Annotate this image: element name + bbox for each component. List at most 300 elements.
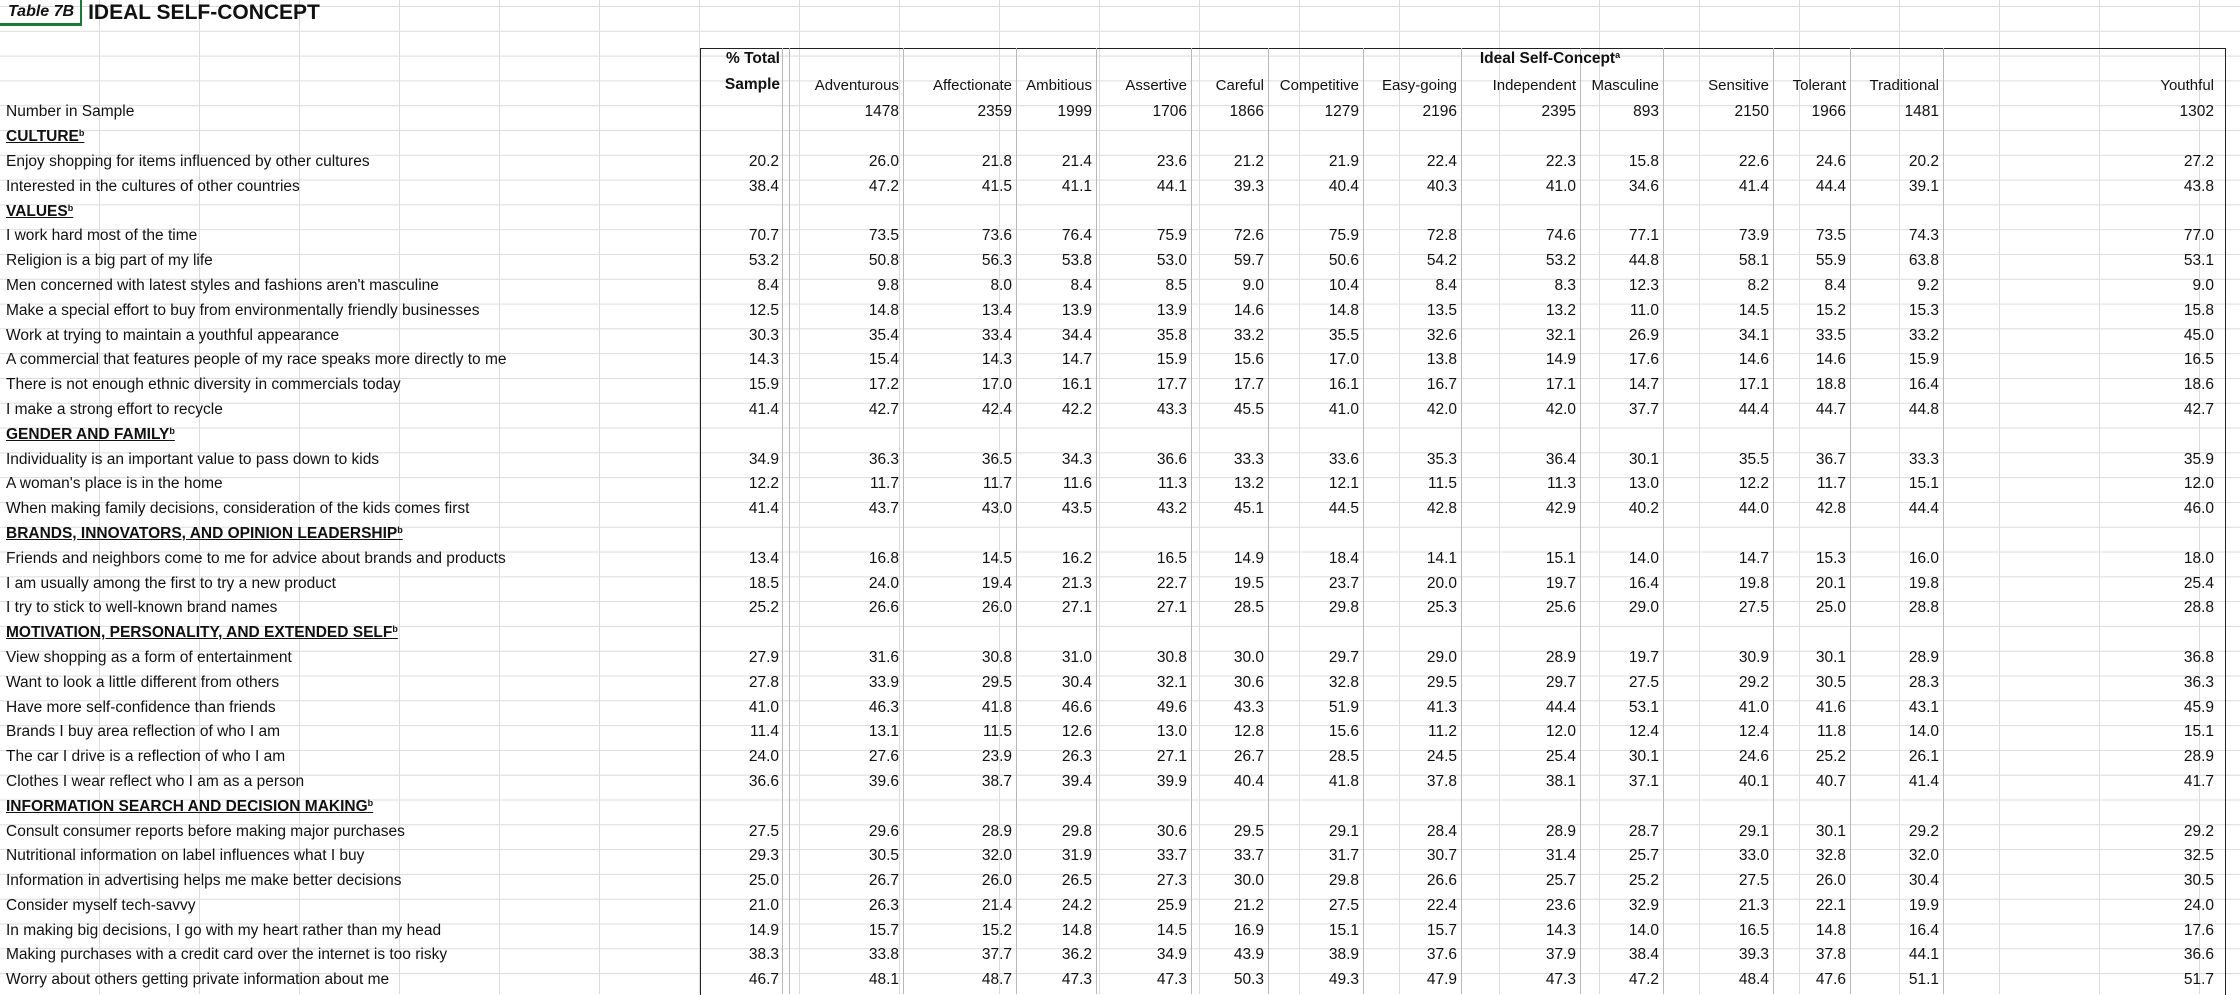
column-header[interactable]: Affectionate bbox=[933, 77, 1012, 94]
value-cell[interactable]: 14.1 bbox=[1426, 549, 1457, 567]
value-cell[interactable]: 26.3 bbox=[868, 896, 899, 914]
value-cell[interactable]: 41.5 bbox=[981, 177, 1012, 195]
value-cell[interactable]: 15.2 bbox=[1815, 301, 1846, 319]
value-cell[interactable]: 51.7 bbox=[2183, 971, 2214, 989]
value-cell[interactable]: 74.3 bbox=[1908, 227, 1939, 245]
value-cell[interactable]: 50.6 bbox=[1328, 252, 1359, 270]
value-cell[interactable]: 25.9 bbox=[1156, 896, 1187, 914]
value-cell[interactable]: 35.9 bbox=[2183, 450, 2214, 468]
total-sample-header-line2[interactable]: Sample bbox=[724, 76, 780, 93]
value-cell[interactable]: 45.0 bbox=[2183, 326, 2214, 344]
value-cell[interactable]: 38.7 bbox=[981, 772, 1012, 790]
value-cell[interactable]: 12.4 bbox=[1628, 723, 1659, 741]
row-label[interactable] bbox=[0, 298, 700, 323]
value-cell[interactable]: 15.8 bbox=[1628, 152, 1659, 170]
value-cell[interactable]: 48.4 bbox=[1738, 971, 1769, 989]
value-cell[interactable]: 30.6 bbox=[1156, 822, 1187, 840]
value-cell[interactable] bbox=[1850, 621, 1943, 646]
value-cell[interactable]: 21.3 bbox=[1061, 574, 1092, 592]
value-cell[interactable]: 27.1 bbox=[1156, 748, 1187, 766]
value-cell[interactable]: 34.3 bbox=[1061, 450, 1092, 468]
value-cell[interactable]: 38.1 bbox=[1545, 772, 1576, 790]
value-cell[interactable]: 17.1 bbox=[1545, 376, 1576, 394]
value-cell[interactable] bbox=[1191, 522, 1268, 547]
value-cell[interactable]: 2359 bbox=[977, 103, 1012, 121]
value-cell[interactable] bbox=[1268, 199, 1363, 224]
total-sample-cell[interactable] bbox=[700, 522, 783, 547]
value-cell[interactable]: 14.9 bbox=[1233, 549, 1264, 567]
value-cell[interactable]: 26.1 bbox=[1908, 748, 1939, 766]
value-cell[interactable] bbox=[1773, 199, 1850, 224]
column-header[interactable]: Masculine bbox=[1591, 77, 1659, 94]
value-cell[interactable] bbox=[1268, 621, 1363, 646]
value-cell[interactable]: 39.4 bbox=[1061, 772, 1092, 790]
value-cell[interactable]: 18.8 bbox=[1815, 376, 1846, 394]
value-cell[interactable]: 31.4 bbox=[1545, 847, 1576, 865]
value-cell[interactable]: 41.0 bbox=[1328, 400, 1359, 418]
value-cell[interactable]: 24.0 bbox=[868, 574, 899, 592]
total-sample-cell[interactable]: 25.2 bbox=[748, 599, 779, 617]
value-cell[interactable]: 29.5 bbox=[1426, 673, 1457, 691]
value-cell[interactable]: 32.1 bbox=[1545, 326, 1576, 344]
value-cell[interactable]: 47.3 bbox=[1545, 971, 1576, 989]
value-cell[interactable]: 42.4 bbox=[981, 400, 1012, 418]
value-cell[interactable] bbox=[1363, 199, 1461, 224]
section-label[interactable] bbox=[0, 621, 700, 646]
value-cell[interactable]: 27.1 bbox=[1156, 599, 1187, 617]
value-cell[interactable]: 43.5 bbox=[1061, 500, 1092, 518]
value-cell[interactable]: 44.4 bbox=[1908, 500, 1939, 518]
total-sample-cell[interactable]: 11.4 bbox=[749, 723, 779, 741]
value-cell[interactable]: 34.6 bbox=[1628, 177, 1659, 195]
value-cell[interactable]: 30.0 bbox=[1233, 648, 1264, 666]
value-cell[interactable] bbox=[1096, 199, 1191, 224]
total-sample-cell[interactable]: 13.4 bbox=[748, 549, 779, 567]
value-cell[interactable] bbox=[1461, 522, 1580, 547]
value-cell[interactable] bbox=[1773, 621, 1850, 646]
value-cell[interactable]: 26.9 bbox=[1628, 326, 1659, 344]
total-sample-cell[interactable]: 46.7 bbox=[748, 971, 779, 989]
value-cell[interactable]: 32.1 bbox=[1156, 673, 1187, 691]
value-cell[interactable]: 29.5 bbox=[981, 673, 1012, 691]
value-cell[interactable]: 42.0 bbox=[1545, 400, 1576, 418]
total-sample-cell[interactable]: 15.9 bbox=[748, 376, 779, 394]
value-cell[interactable]: 46.3 bbox=[868, 698, 899, 716]
value-cell[interactable] bbox=[783, 522, 903, 547]
total-sample-cell[interactable]: 70.7 bbox=[748, 227, 779, 245]
row-label[interactable] bbox=[0, 770, 700, 795]
value-cell[interactable]: 14.5 bbox=[981, 549, 1012, 567]
value-cell[interactable]: 44.1 bbox=[1908, 946, 1939, 964]
value-cell[interactable]: 29.8 bbox=[1328, 872, 1359, 890]
value-cell[interactable]: 26.0 bbox=[1815, 872, 1846, 890]
value-cell[interactable]: 14.6 bbox=[1738, 351, 1769, 369]
value-cell[interactable]: 30.0 bbox=[1233, 872, 1264, 890]
value-cell[interactable] bbox=[1268, 794, 1363, 819]
value-cell[interactable]: 39.9 bbox=[1156, 772, 1187, 790]
value-cell[interactable]: 37.9 bbox=[1545, 946, 1576, 964]
value-cell[interactable]: 27.5 bbox=[1738, 599, 1769, 617]
value-cell[interactable]: 34.1 bbox=[1738, 326, 1769, 344]
page-title[interactable]: IDEAL SELF-CONCEPT bbox=[80, 0, 320, 26]
value-cell[interactable]: 19.7 bbox=[1545, 574, 1576, 592]
value-cell[interactable] bbox=[1850, 422, 1943, 447]
value-cell[interactable]: 49.6 bbox=[1156, 698, 1187, 716]
value-cell[interactable] bbox=[1461, 794, 1580, 819]
value-cell[interactable]: 26.6 bbox=[868, 599, 899, 617]
value-cell[interactable]: 49.3 bbox=[1328, 971, 1359, 989]
value-cell[interactable]: 33.8 bbox=[868, 946, 899, 964]
row-label[interactable] bbox=[0, 918, 700, 943]
value-cell[interactable]: 73.9 bbox=[1738, 227, 1769, 245]
value-cell[interactable]: 32.9 bbox=[1628, 896, 1659, 914]
value-cell[interactable]: 13.4 bbox=[981, 301, 1012, 319]
value-cell[interactable]: 19.8 bbox=[1908, 574, 1939, 592]
value-cell[interactable]: 37.8 bbox=[1426, 772, 1457, 790]
value-cell[interactable]: 55.9 bbox=[1815, 252, 1846, 270]
value-cell[interactable]: 15.9 bbox=[1908, 351, 1939, 369]
value-cell[interactable]: 44.5 bbox=[1328, 500, 1359, 518]
value-cell[interactable]: 45.5 bbox=[1233, 400, 1264, 418]
value-cell[interactable]: 8.2 bbox=[1747, 276, 1769, 294]
value-cell[interactable] bbox=[1191, 621, 1268, 646]
value-cell[interactable]: 14.0 bbox=[1628, 549, 1659, 567]
value-cell[interactable]: 21.8 bbox=[981, 152, 1012, 170]
value-cell[interactable]: 25.6 bbox=[1545, 599, 1576, 617]
value-cell[interactable]: 8.3 bbox=[1554, 276, 1576, 294]
value-cell[interactable]: 50.3 bbox=[1233, 971, 1264, 989]
value-cell[interactable]: 36.2 bbox=[1061, 946, 1092, 964]
value-cell[interactable]: 1478 bbox=[864, 103, 899, 121]
value-cell[interactable]: 43.3 bbox=[1156, 400, 1187, 418]
column-header[interactable]: Ambitious bbox=[1026, 77, 1092, 94]
value-cell[interactable]: 29.8 bbox=[1328, 599, 1359, 617]
column-header[interactable]: Youthful bbox=[2160, 77, 2214, 94]
value-cell[interactable] bbox=[1096, 125, 1191, 150]
value-cell[interactable]: 15.4 bbox=[868, 351, 899, 369]
value-cell[interactable]: 43.8 bbox=[2183, 177, 2214, 195]
value-cell[interactable]: 23.9 bbox=[981, 748, 1012, 766]
value-cell[interactable]: 37.6 bbox=[1426, 946, 1457, 964]
value-cell[interactable]: 17.1 bbox=[1738, 376, 1769, 394]
value-cell[interactable]: 30.5 bbox=[868, 847, 899, 865]
value-cell[interactable]: 37.1 bbox=[1628, 772, 1659, 790]
value-cell[interactable]: 9.0 bbox=[2192, 276, 2214, 294]
value-cell[interactable]: 30.8 bbox=[981, 648, 1012, 666]
value-cell[interactable]: 42.7 bbox=[868, 400, 899, 418]
value-cell[interactable] bbox=[783, 621, 903, 646]
value-cell[interactable] bbox=[1773, 794, 1850, 819]
value-cell[interactable]: 14.8 bbox=[1061, 921, 1092, 939]
value-cell[interactable] bbox=[1363, 422, 1461, 447]
value-cell[interactable]: 74.6 bbox=[1545, 227, 1576, 245]
value-cell[interactable]: 27.2 bbox=[2183, 152, 2214, 170]
value-cell[interactable]: 16.5 bbox=[2183, 351, 2214, 369]
value-cell[interactable]: 75.9 bbox=[1156, 227, 1187, 245]
value-cell[interactable]: 25.2 bbox=[1815, 748, 1846, 766]
value-cell[interactable]: 2196 bbox=[1422, 103, 1457, 121]
value-cell[interactable]: 45.1 bbox=[1233, 500, 1264, 518]
value-cell[interactable]: 33.4 bbox=[981, 326, 1012, 344]
total-sample-cell[interactable]: 38.4 bbox=[748, 177, 779, 195]
value-cell[interactable]: 16.2 bbox=[1061, 549, 1092, 567]
value-cell[interactable]: 11.7 bbox=[869, 475, 899, 493]
value-cell[interactable]: 28.9 bbox=[2183, 748, 2214, 766]
value-cell[interactable]: 77.0 bbox=[2183, 227, 2214, 245]
value-cell[interactable] bbox=[1943, 125, 2218, 150]
value-cell[interactable]: 8.4 bbox=[1435, 276, 1457, 294]
value-cell[interactable]: 33.2 bbox=[1908, 326, 1939, 344]
row-label[interactable] bbox=[0, 150, 700, 175]
value-cell[interactable]: 18.6 bbox=[2183, 376, 2214, 394]
value-cell[interactable] bbox=[1268, 522, 1363, 547]
value-cell[interactable]: 1302 bbox=[2179, 103, 2214, 121]
value-cell[interactable]: 13.1 bbox=[868, 723, 899, 741]
row-label[interactable] bbox=[0, 373, 700, 398]
row-label[interactable] bbox=[0, 100, 700, 125]
value-cell[interactable] bbox=[1773, 125, 1850, 150]
value-cell[interactable] bbox=[1363, 125, 1461, 150]
value-cell[interactable] bbox=[1096, 621, 1191, 646]
value-cell[interactable]: 893 bbox=[1633, 103, 1659, 121]
row-label[interactable] bbox=[0, 174, 700, 199]
value-cell[interactable]: 8.5 bbox=[1165, 276, 1187, 294]
value-cell[interactable] bbox=[1663, 522, 1773, 547]
column-header[interactable]: Adventurous bbox=[814, 77, 899, 94]
value-cell[interactable] bbox=[1363, 621, 1461, 646]
total-sample-cell[interactable]: 8.4 bbox=[757, 276, 779, 294]
value-cell[interactable]: 14.7 bbox=[1738, 549, 1769, 567]
value-cell[interactable]: 39.3 bbox=[1738, 946, 1769, 964]
value-cell[interactable]: 20.1 bbox=[1815, 574, 1846, 592]
value-cell[interactable]: 11.5 bbox=[982, 723, 1012, 741]
value-cell[interactable]: 30.8 bbox=[1156, 648, 1187, 666]
row-label[interactable] bbox=[0, 472, 700, 497]
total-sample-cell[interactable]: 36.6 bbox=[748, 772, 779, 790]
value-cell[interactable]: 43.7 bbox=[868, 500, 899, 518]
value-cell[interactable]: 14.3 bbox=[981, 351, 1012, 369]
value-cell[interactable]: 12.1 bbox=[1328, 475, 1359, 493]
value-cell[interactable]: 72.8 bbox=[1426, 227, 1457, 245]
value-cell[interactable]: 17.2 bbox=[868, 376, 899, 394]
value-cell[interactable]: 11.6 bbox=[1062, 475, 1092, 493]
total-sample-cell[interactable]: 34.9 bbox=[748, 450, 779, 468]
value-cell[interactable]: 53.8 bbox=[1061, 252, 1092, 270]
value-cell[interactable]: 29.5 bbox=[1233, 822, 1264, 840]
value-cell[interactable]: 8.4 bbox=[1824, 276, 1846, 294]
value-cell[interactable]: 40.3 bbox=[1426, 177, 1457, 195]
value-cell[interactable]: 16.1 bbox=[1328, 376, 1359, 394]
row-label[interactable] bbox=[0, 670, 700, 695]
value-cell[interactable]: 12.0 bbox=[2183, 475, 2214, 493]
value-cell[interactable]: 32.8 bbox=[1815, 847, 1846, 865]
column-header[interactable]: Tolerant bbox=[1792, 77, 1846, 94]
value-cell[interactable]: 30.4 bbox=[1061, 673, 1092, 691]
value-cell[interactable]: 42.0 bbox=[1426, 400, 1457, 418]
value-cell[interactable]: 41.8 bbox=[981, 698, 1012, 716]
value-cell[interactable]: 29.6 bbox=[868, 822, 899, 840]
value-cell[interactable]: 24.6 bbox=[1738, 748, 1769, 766]
value-cell[interactable]: 26.3 bbox=[1061, 748, 1092, 766]
value-cell[interactable]: 15.3 bbox=[1908, 301, 1939, 319]
value-cell[interactable]: 33.3 bbox=[1908, 450, 1939, 468]
value-cell[interactable]: 2395 bbox=[1541, 103, 1576, 121]
value-cell[interactable]: 28.9 bbox=[1545, 822, 1576, 840]
value-cell[interactable]: 8.0 bbox=[990, 276, 1012, 294]
value-cell[interactable]: 30.4 bbox=[1908, 872, 1939, 890]
value-cell[interactable]: 27.6 bbox=[868, 748, 899, 766]
section-label[interactable] bbox=[0, 422, 700, 447]
section-label[interactable] bbox=[0, 522, 700, 547]
value-cell[interactable]: 32.0 bbox=[1908, 847, 1939, 865]
value-cell[interactable]: 33.6 bbox=[1328, 450, 1359, 468]
value-cell[interactable]: 14.6 bbox=[1233, 301, 1264, 319]
row-label[interactable] bbox=[0, 497, 700, 522]
value-cell[interactable]: 27.5 bbox=[1328, 896, 1359, 914]
value-cell[interactable]: 41.4 bbox=[1908, 772, 1939, 790]
value-cell[interactable]: 13.8 bbox=[1426, 351, 1457, 369]
value-cell[interactable]: 29.2 bbox=[2183, 822, 2214, 840]
value-cell[interactable]: 21.9 bbox=[1328, 152, 1359, 170]
value-cell[interactable]: 15.1 bbox=[2183, 723, 2214, 741]
value-cell[interactable]: 11.3 bbox=[1546, 475, 1576, 493]
value-cell[interactable]: 36.3 bbox=[2183, 673, 2214, 691]
value-cell[interactable] bbox=[1268, 422, 1363, 447]
value-cell[interactable]: 73.6 bbox=[981, 227, 1012, 245]
value-cell[interactable]: 19.7 bbox=[1628, 648, 1659, 666]
value-cell[interactable] bbox=[903, 199, 1016, 224]
value-cell[interactable]: 17.7 bbox=[1233, 376, 1264, 394]
value-cell[interactable] bbox=[1191, 794, 1268, 819]
column-header[interactable]: Traditional bbox=[1869, 77, 1939, 94]
value-cell[interactable]: 35.5 bbox=[1328, 326, 1359, 344]
value-cell[interactable]: 53.2 bbox=[1545, 252, 1576, 270]
value-cell[interactable]: 31.0 bbox=[1061, 648, 1092, 666]
value-cell[interactable]: 22.4 bbox=[1426, 896, 1457, 914]
value-cell[interactable]: 12.6 bbox=[1061, 723, 1092, 741]
total-sample-cell[interactable] bbox=[700, 125, 783, 150]
value-cell[interactable]: 19.8 bbox=[1738, 574, 1769, 592]
value-cell[interactable]: 35.5 bbox=[1738, 450, 1769, 468]
value-cell[interactable]: 32.0 bbox=[981, 847, 1012, 865]
value-cell[interactable]: 17.0 bbox=[981, 376, 1012, 394]
value-cell[interactable]: 32.6 bbox=[1426, 326, 1457, 344]
row-label[interactable] bbox=[0, 720, 700, 745]
value-cell[interactable]: 9.0 bbox=[1242, 276, 1264, 294]
value-cell[interactable] bbox=[1191, 199, 1268, 224]
column-header[interactable]: Sensitive bbox=[1708, 77, 1769, 94]
value-cell[interactable]: 29.7 bbox=[1328, 648, 1359, 666]
value-cell[interactable]: 33.5 bbox=[1815, 326, 1846, 344]
value-cell[interactable] bbox=[783, 422, 903, 447]
value-cell[interactable]: 28.4 bbox=[1426, 822, 1457, 840]
value-cell[interactable]: 10.4 bbox=[1328, 276, 1359, 294]
value-cell[interactable]: 36.8 bbox=[2183, 648, 2214, 666]
value-cell[interactable] bbox=[1580, 794, 1663, 819]
value-cell[interactable]: 31.9 bbox=[1061, 847, 1092, 865]
value-cell[interactable]: 14.5 bbox=[1156, 921, 1187, 939]
value-cell[interactable]: 47.9 bbox=[1426, 971, 1457, 989]
value-cell[interactable]: 56.3 bbox=[981, 252, 1012, 270]
value-cell[interactable]: 40.4 bbox=[1233, 772, 1264, 790]
value-cell[interactable]: 1966 bbox=[1811, 103, 1846, 121]
row-label[interactable] bbox=[0, 745, 700, 770]
value-cell[interactable] bbox=[1096, 422, 1191, 447]
value-cell[interactable]: 26.0 bbox=[868, 152, 899, 170]
value-cell[interactable]: 16.0 bbox=[1908, 549, 1939, 567]
value-cell[interactable]: 16.5 bbox=[1738, 921, 1769, 939]
value-cell[interactable]: 41.6 bbox=[1815, 698, 1846, 716]
value-cell[interactable]: 8.4 bbox=[1070, 276, 1092, 294]
value-cell[interactable]: 29.7 bbox=[1545, 673, 1576, 691]
value-cell[interactable]: 11.0 bbox=[1629, 301, 1659, 319]
value-cell[interactable]: 2150 bbox=[1734, 103, 1769, 121]
row-label[interactable] bbox=[0, 571, 700, 596]
value-cell[interactable]: 34.4 bbox=[1061, 326, 1092, 344]
value-cell[interactable]: 22.1 bbox=[1815, 896, 1846, 914]
value-cell[interactable]: 53.1 bbox=[2183, 252, 2214, 270]
value-cell[interactable]: 16.4 bbox=[1908, 376, 1939, 394]
value-cell[interactable]: 19.4 bbox=[981, 574, 1012, 592]
value-cell[interactable]: 54.2 bbox=[1426, 252, 1457, 270]
value-cell[interactable]: 1279 bbox=[1324, 103, 1359, 121]
value-cell[interactable]: 73.5 bbox=[868, 227, 899, 245]
value-cell[interactable]: 30.6 bbox=[1233, 673, 1264, 691]
section-label[interactable] bbox=[0, 199, 700, 224]
row-label[interactable] bbox=[0, 546, 700, 571]
value-cell[interactable]: 36.5 bbox=[981, 450, 1012, 468]
total-sample-header-line1[interactable]: % Total bbox=[726, 50, 780, 67]
value-cell[interactable]: 25.3 bbox=[1426, 599, 1457, 617]
value-cell[interactable] bbox=[783, 125, 903, 150]
value-cell[interactable]: 15.6 bbox=[1328, 723, 1359, 741]
value-cell[interactable]: 30.1 bbox=[1815, 822, 1846, 840]
total-sample-cell[interactable] bbox=[700, 199, 783, 224]
value-cell[interactable] bbox=[1461, 125, 1580, 150]
value-cell[interactable]: 44.4 bbox=[1738, 400, 1769, 418]
value-cell[interactable]: 50.8 bbox=[868, 252, 899, 270]
value-cell[interactable]: 28.9 bbox=[1545, 648, 1576, 666]
value-cell[interactable] bbox=[1191, 422, 1268, 447]
value-cell[interactable]: 42.8 bbox=[1815, 500, 1846, 518]
total-sample-cell[interactable]: 27.5 bbox=[748, 822, 779, 840]
value-cell[interactable]: 19.9 bbox=[1908, 896, 1939, 914]
value-cell[interactable]: 34.9 bbox=[1156, 946, 1187, 964]
value-cell[interactable] bbox=[783, 794, 903, 819]
total-sample-cell[interactable] bbox=[700, 100, 783, 125]
value-cell[interactable]: 27.5 bbox=[1628, 673, 1659, 691]
value-cell[interactable]: 44.4 bbox=[1545, 698, 1576, 716]
value-cell[interactable] bbox=[903, 621, 1016, 646]
value-cell[interactable]: 29.2 bbox=[1908, 822, 1939, 840]
value-cell[interactable]: 13.5 bbox=[1426, 301, 1457, 319]
value-cell[interactable] bbox=[1663, 422, 1773, 447]
value-cell[interactable]: 30.5 bbox=[1815, 673, 1846, 691]
value-cell[interactable]: 14.5 bbox=[1738, 301, 1769, 319]
value-cell[interactable]: 30.9 bbox=[1738, 648, 1769, 666]
value-cell[interactable]: 37.8 bbox=[1815, 946, 1846, 964]
value-cell[interactable] bbox=[1016, 199, 1096, 224]
value-cell[interactable]: 28.7 bbox=[1628, 822, 1659, 840]
row-label[interactable] bbox=[0, 447, 700, 472]
value-cell[interactable]: 30.1 bbox=[1628, 748, 1659, 766]
value-cell[interactable]: 25.4 bbox=[2183, 574, 2214, 592]
value-cell[interactable]: 13.0 bbox=[1628, 475, 1659, 493]
value-cell[interactable]: 23.6 bbox=[1156, 152, 1187, 170]
value-cell[interactable]: 11.2 bbox=[1427, 723, 1457, 741]
value-cell[interactable]: 43.1 bbox=[1908, 698, 1939, 716]
value-cell[interactable]: 45.9 bbox=[2183, 698, 2214, 716]
